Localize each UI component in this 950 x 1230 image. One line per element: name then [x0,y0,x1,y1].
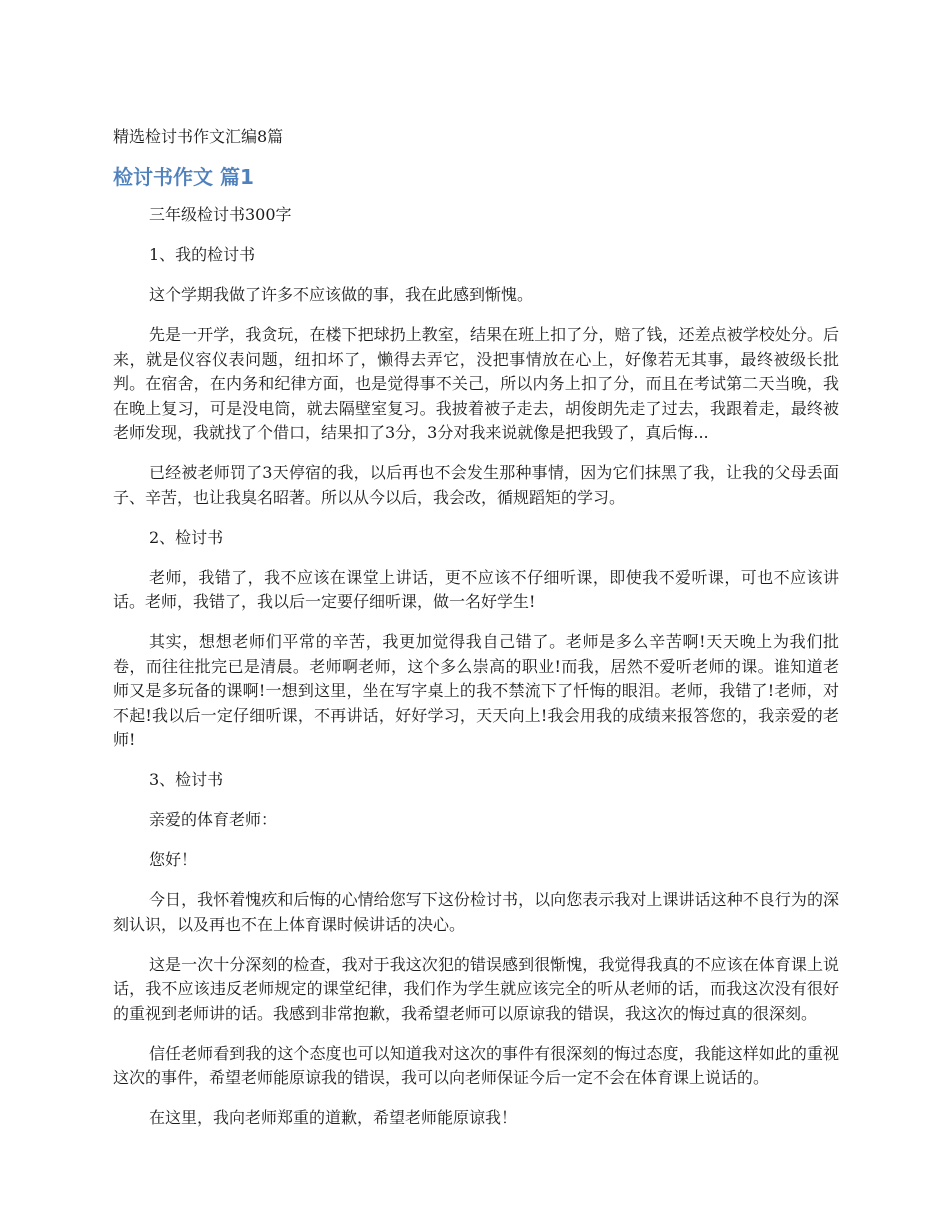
paragraph-closing: 在这里，我向老师郑重的道歉，希望老师能原谅我！ [149,1108,518,1127]
paragraph: 先是一开学，我贪玩，在楼下把球扔上教室，结果在班上扣了分，赔了钱，还差点被学校处分。后来，就是仪容仪表问题，纽扣坏了，懒得去弄它，没把事情放在心上，好像若无其事，最终被级长批判。在宿舍，在内务和纪律方面，也是觉得事不关己，所以内务上扣了分，而且在考试第二天当晚，我在晚上复习，可是没电筒，就去隔壁室复习。我披着被子走去，胡俊朗先走了过去，我跟着走，最终被老师发现，我就找了个借口，结果扣了3分，3分对我来说就像是把我毁了，真后悔... [113,325,839,442]
document-body [113,203,839,1146]
paragraph: 今日，我怀着愧疚和后悔的心情给您写下这份检讨书，以向您表示我对上课讲话这种不良行为的深刻认识，以及再也不在上体育课时候讲话的决心。 [113,890,839,934]
paragraph: 老师，我错了，我不应该在课堂上讲话，更不应该不仔细听课，即使我不爱听课，可也不应该讲话。老师，我错了，我以后一定要仔细听课，做一名好学生! [113,567,839,611]
document-title: 精选检讨书作文汇编8篇 [113,127,284,146]
paragraph-item-heading: 2、检讨书 [149,527,224,547]
paragraph: 已经被老师罚了3天停宿的我，以后再也不会发生那种事情，因为它们抹黑了我，让我的父母丢面子、辛苦，也让我臭名昭著。所以从今以后，我会改，循规蹈矩的学习。 [113,463,839,507]
paragraph-subtitle: 三年级检讨书300字 [149,205,292,224]
paragraph: 其实，想想老师们平常的辛苦，我更加觉得我自己错了。老师是多么辛苦啊!天天晚上为我们批卷，而往往批完已是清晨。老师啊老师，这个多么崇高的职业!而我，居然不爱听老师的课。谁知道老师又是多玩备的课啊!一想到这里，坐在写字桌上的我不禁流下了忏悔的眼泪。老师，我错了!老师，对不起!我以后一定仔细听课，不再讲话，好好学习，天天向上!我会用我的成绩来报答您的，我亲爱的老师! [113,632,839,749]
paragraph-greeting: 您好！ [149,850,198,869]
section-heading: 检讨书作文 篇1 [113,165,254,189]
paragraph-item-heading: 1、我的检讨书 [149,245,256,264]
paragraph: 信任老师看到我的这个态度也可以知道我对这次的事件有很深刻的悔过态度，我能这样如此的重视这次的事件，希望老师能原谅我的错误，我可以向老师保证今后一定不会在体育课上说话的。 [113,1043,839,1087]
paragraph-salutation: 亲爱的体育老师： [149,810,278,829]
paragraph-item-heading: 3、检讨书 [149,770,224,789]
paragraph: 这是一次十分深刻的检查，我对于我这次犯的错误感到很惭愧，我觉得我真的不应该在体育课上说话，我不应该违反老师规定的课堂纪律，我们作为学生就应该完全的听从老师的话，而我这次没有很好的重视到老师讲的话。我感到非常抱歉，我希望老师可以原谅我的错误，我这次的悔过真的很深刻。 [113,954,839,1023]
paragraph: 这个学期我做了许多不应该做的事，我在此感到惭愧。 [149,285,534,304]
